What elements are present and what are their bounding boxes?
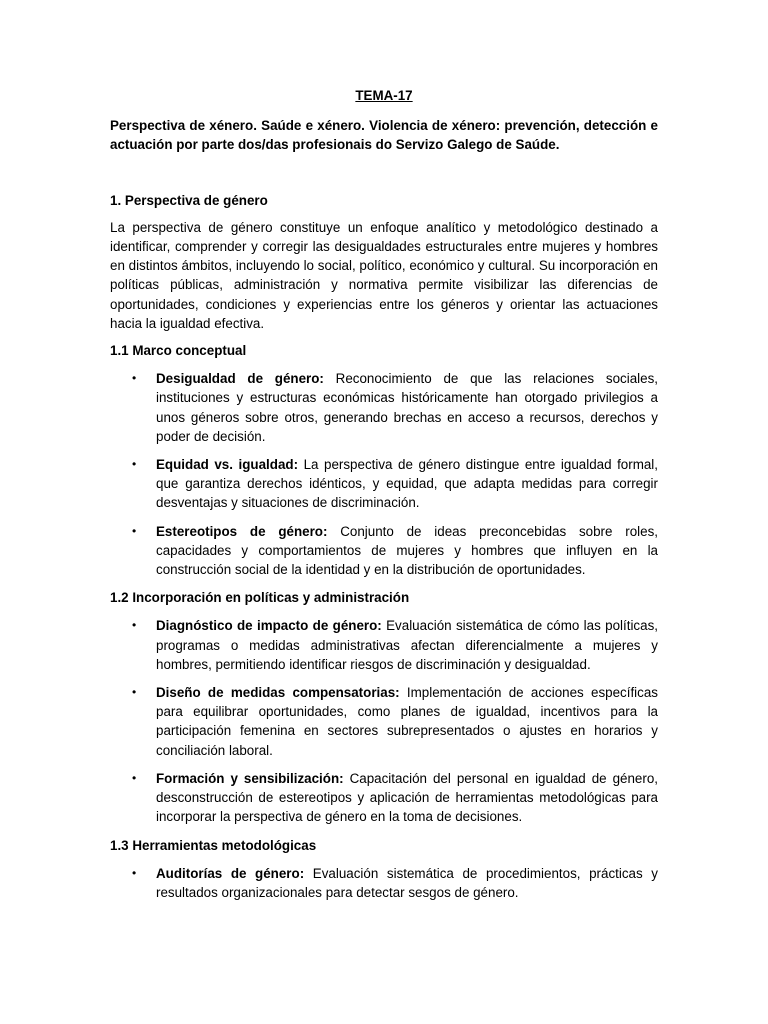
document-subtitle: Perspectiva de xénero. Saúde e xénero. Violencia de xénero: prevención, detección e actuación por parte dos/das profesionais do Servizo Galego de Saúde. <box>110 118 658 153</box>
item-text: La perspectiva de género distingue entre igualdad formal, que garantiza derechos idénticos, y equidad, que adapta medidas para corregir desventajas y situaciones de discriminación. <box>156 457 658 511</box>
document-title: TEMA-17 <box>355 88 413 103</box>
bullet-icon: • <box>132 457 137 472</box>
section-1-3-heading: 1.3 Herramientas metodológicas <box>110 837 317 853</box>
item-text: Implementación de acciones específicas para equilibrar oportunidades, como planes de igualdad, incentivos para la participación femenina en sectores subrepresentados o ajustes en horarios y conciliación laboral. <box>156 685 658 758</box>
item-text: Evaluación sistemática de procedimientos, prácticas y resultados organizacionales para detectar sesgos de género. <box>156 865 658 900</box>
list-item <box>110 769 658 827</box>
section-1-heading: 1. Perspectiva de género <box>110 192 268 208</box>
item-term: Diagnóstico de impacto de género: <box>156 618 382 634</box>
item-text: Capacitación del personal en igualdad de género, desconstrucción de estereotipos y aplicación de herramientas metodológicas para incorporar la perspectiva de género en la toma de decisiones. <box>156 770 658 825</box>
list-item <box>110 616 658 674</box>
item-text: Evaluación sistemática de cómo las políticas, programas o medidas administrativas afectan diferencialmente a mujeres y hombres, permitiendo identificar riesgos de discriminación y desigualdad. <box>156 618 658 672</box>
bullet-icon: • <box>132 685 137 700</box>
list-item <box>110 683 658 760</box>
item-term: Formación y sensibilización: <box>156 770 344 786</box>
item-text: Conjunto de ideas preconcebidas sobre roles, capacidades y comportamientos de mujeres y hombres que influyen en la construcción social de la identidad y en la distribución de oportunidades. <box>156 523 659 578</box>
section-1-1-heading: 1.1 Marco conceptual <box>110 343 247 359</box>
section-1-1-list <box>110 369 658 579</box>
bullet-icon: • <box>132 618 137 633</box>
item-term: Desigualdad de género: <box>156 371 324 387</box>
bullet-icon: • <box>132 371 137 386</box>
list-item <box>110 522 658 580</box>
bullet-icon: • <box>132 865 137 880</box>
item-term: Diseño de medidas compensatorias: <box>156 685 400 701</box>
section-1-2-list <box>110 616 658 826</box>
bullet-icon: • <box>132 770 137 785</box>
bullet-icon: • <box>132 523 137 538</box>
item-term: Equidad vs. igualdad: <box>156 457 299 473</box>
item-text: Reconocimiento de que las relaciones sociales, instituciones y estructuras económicas históricamente han otorgado privilegios a unos géneros sobre otros, generando brechas en acceso a recursos, derechos y poder de decisión. <box>156 371 658 444</box>
list-item <box>110 864 658 902</box>
item-term: Estereotipos de género: <box>156 523 328 539</box>
section-1-3-list <box>110 864 658 902</box>
item-term: Auditorías de género: <box>156 865 305 881</box>
list-item <box>110 455 658 513</box>
list-item <box>110 369 658 446</box>
section-1-paragraph: La perspectiva de género constituye un enfoque analítico y metodológico destinado a identificar, comprender y corregir las desigualdades estructurales entre mujeres y hombres en distintos ámbitos, incluyendo lo social, político, económico y cultural. Su incorporación en políticas públicas, administración y normativa permite visibilizar las diferencias de oportunidades, condiciones y experiencias entre los géneros y orientar las actuaciones hacia la igualdad efectiva. <box>110 219 658 331</box>
section-1-2-heading: 1.2 Incorporación en políticas y administración <box>110 590 410 606</box>
